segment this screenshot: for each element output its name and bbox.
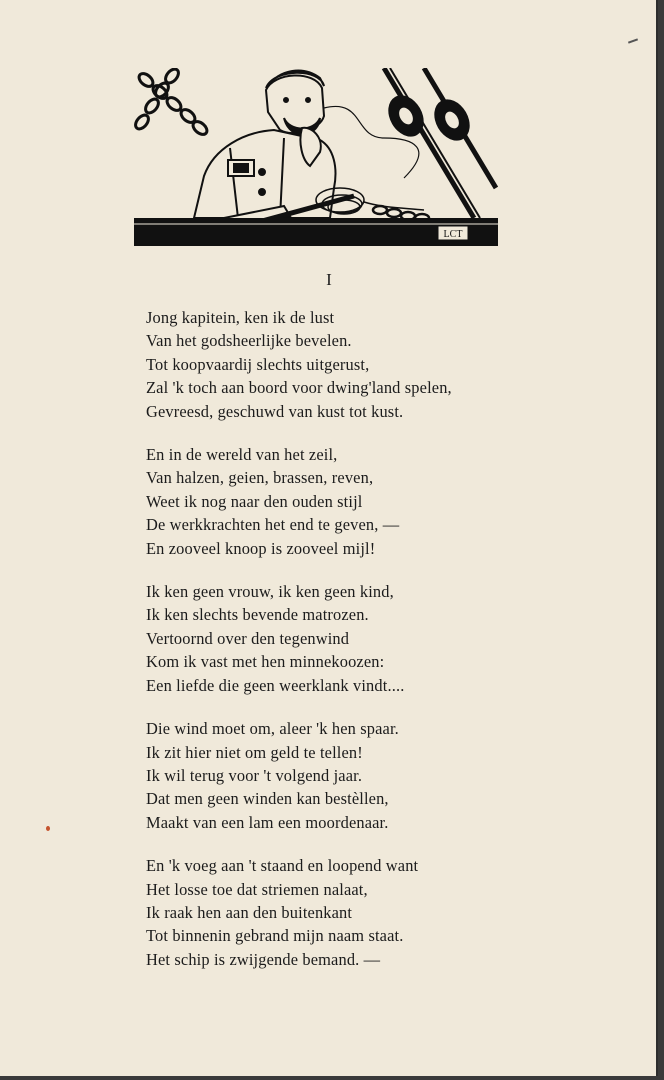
poem-line: Ik raak hen aan den buitenkant [146, 902, 353, 922]
monogram-text: LCT [443, 229, 463, 240]
poem-line: Een liefde die geen weerklank vindt.... [146, 675, 405, 695]
poem-line: Ik zit hier niet om geld te tellen! [146, 742, 363, 762]
poem-line: Ik ken geen vrouw, ik ken geen kind, [146, 582, 394, 602]
stanza [146, 854, 452, 971]
paper-mark [628, 38, 638, 43]
poem-line: Van het godsheerlijke bevelen. [146, 331, 352, 351]
poem-line: Jong kapitein, ken ik de lust [146, 308, 335, 327]
stanza [146, 443, 452, 560]
poem-line: Ik wil terug voor 't volgend jaar. [146, 765, 363, 785]
stanza [146, 580, 452, 697]
rigging-ropes [384, 68, 496, 218]
chain-icon [134, 68, 209, 137]
poem [146, 306, 452, 991]
stanza [146, 306, 452, 423]
poem-line: Vertoornd over den tegenwind [146, 628, 350, 648]
poem-line: Van halzen, geien, brassen, reven, [146, 468, 374, 488]
poem-line: Maakt van een lam een moordenaar. [146, 812, 389, 832]
poem-line: Tot koopvaardij slechts uitgerust, [146, 354, 370, 374]
section-numeral: I [326, 270, 332, 289]
poem-line: Die wind moet om, aleer 'k hen spaar. [146, 719, 399, 739]
poem-line: Tot binnenin gebrand mijn naam staat. [146, 926, 404, 946]
poem-line: Weet ik nog naar den ouden stijl [146, 491, 363, 511]
poem-line: Zal 'k toch aan boord voor dwing'land spelen, [146, 378, 452, 398]
poem-line: De werkkrachten het end te geven, — [146, 515, 400, 535]
poem-line: Gevreesd, geschuwd van kust tot kust. [146, 401, 404, 421]
poem-line: Ik ken slechts bevende matrozen. [146, 605, 369, 625]
poem-line: En 'k voeg aan 't staand en loopend want [146, 856, 419, 876]
poem-line: Het schip is zwijgende bemand. — [146, 949, 381, 969]
poem-line: En in de wereld van het zeil, [146, 445, 338, 465]
paper-speck [46, 826, 50, 831]
captain-woodcut-illustration [134, 68, 498, 246]
stanza [146, 717, 452, 834]
poem-line: Het losse toe dat striemen nalaat, [146, 879, 368, 899]
poem-line: Dat men geen winden kan bestèllen, [146, 789, 389, 809]
monogram-icon [438, 226, 468, 240]
poem-line: En zooveel knoop is zooveel mijl! [146, 538, 376, 558]
poem-line: Kom ik vast met hen minnekoozen: [146, 652, 385, 672]
